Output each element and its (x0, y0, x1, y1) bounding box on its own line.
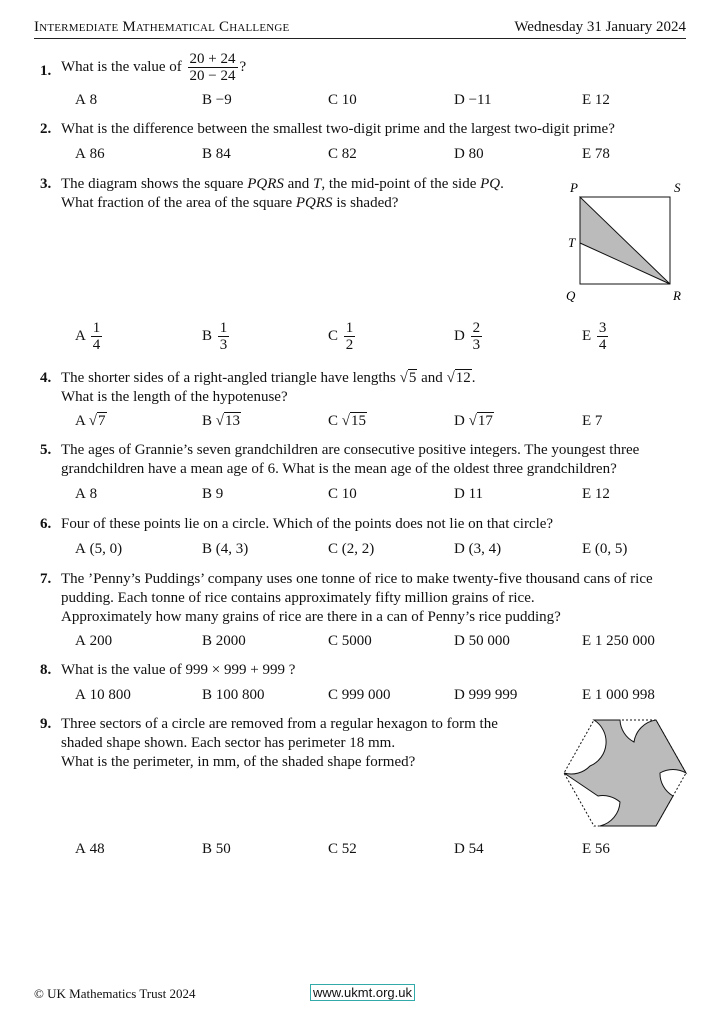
question-number: 8. (40, 662, 52, 678)
option-b[interactable]: −9 (215, 92, 232, 108)
option-a[interactable]: $\frac{1}{4}$ (92, 320, 101, 353)
option-e[interactable]: 56 (594, 841, 610, 857)
option-a[interactable]: (5, 0) (89, 541, 123, 557)
option-d[interactable]: 999 999 (468, 687, 518, 703)
question-7 (40, 570, 690, 627)
option-b[interactable]: (4, 3) (215, 541, 249, 557)
option-d[interactable]: 80 (468, 146, 484, 162)
question-text: What is the difference between the smallest two-digit prime and the largest two-digit prime? (61, 121, 615, 137)
option-a[interactable]: √7 (88, 413, 106, 429)
question-number: 7. (40, 571, 52, 587)
option-d[interactable]: 11 (468, 486, 484, 502)
question-text: What is the value of 999 × 999 + 999 ? (61, 662, 296, 678)
ukmt-link[interactable]: www.ukmt.org.uk (310, 984, 415, 1001)
question-text: The ages of Grannie’s seven grandchildren are consecutive positive integers. The youngest three grandchildren have a mean age of 6. What is the mean age of the oldest three grandchildren? (61, 442, 640, 477)
option-c[interactable]: $\frac{1}{2}$ (345, 320, 354, 353)
option-d[interactable]: √17 (468, 413, 493, 429)
label-t: T (568, 235, 576, 250)
question-text: The shorter sides of a right-angled triangle have lengths √5 and √12. What is the length of the hypotenuse? (61, 370, 476, 405)
option-e[interactable]: 78 (594, 146, 610, 162)
option-c[interactable]: √15 (341, 413, 366, 429)
question-number: 1. (40, 63, 52, 79)
option-c[interactable]: (2, 2) (341, 541, 375, 557)
label-r: R (673, 288, 681, 303)
question-8 (40, 661, 690, 680)
option-a[interactable]: 200 (89, 633, 113, 649)
question-number: 9. (40, 716, 52, 732)
option-b[interactable]: 9 (215, 486, 224, 502)
question-number: 4. (40, 370, 52, 386)
option-e[interactable]: 1 250 000 (594, 633, 655, 649)
option-c[interactable]: 999 000 (341, 687, 391, 703)
question-text: Three sectors of a circle are removed from a regular hexagon to form the shaded shape shown. Each sector has perimeter 18 mm. What is the perimeter, in mm, of the shaded shape formed? (61, 716, 498, 770)
question-5 (40, 441, 690, 479)
question-text: The ’Penny’s Puddings’ company uses one tonne of rice to make twenty-five thousand cans of rice pudding. Each tonne of rice contains approximately fifty million grains of rice. Approximately how many grains of rice are there in a can of Penny’s rice pudding? (61, 571, 653, 625)
option-c[interactable]: 10 (341, 486, 357, 502)
label-q: Q (566, 288, 576, 303)
question-number: 2. (40, 121, 52, 137)
option-c[interactable]: 82 (341, 146, 357, 162)
question-number: 6. (40, 516, 52, 532)
hexagon-diagram (560, 716, 690, 830)
question-text: The diagram shows the square PQRS and T, the mid-point of the side PQ. What fraction of the area of the square PQRS is shaded? (61, 176, 504, 211)
question-6 (40, 515, 690, 534)
question-9 (40, 715, 540, 772)
option-e[interactable]: 7 (594, 413, 603, 429)
question-number: 3. (40, 176, 52, 192)
option-d[interactable]: 54 (468, 841, 484, 857)
question-3 (40, 175, 540, 213)
option-a[interactable]: 86 (89, 146, 105, 162)
option-c[interactable]: 10 (341, 92, 357, 108)
option-a[interactable]: 8 (89, 92, 98, 108)
option-d[interactable]: 50 000 (468, 633, 510, 649)
option-a[interactable]: 10 800 (89, 687, 131, 703)
option-c[interactable]: 52 (341, 841, 357, 857)
option-a[interactable]: 48 (89, 841, 105, 857)
option-e[interactable]: (0, 5) (594, 541, 628, 557)
question-number: 5. (40, 442, 52, 458)
label-s: S (674, 180, 681, 195)
competition-date: Wednesday 31 January 2024 (514, 19, 686, 35)
question-2 (40, 120, 690, 139)
option-a[interactable]: 8 (89, 486, 98, 502)
question-text: What is the value of (61, 58, 182, 75)
option-d[interactable]: $\frac{2}{3}$ (472, 320, 481, 353)
fraction: $\frac{20 + 24}{20 - 24}$ (189, 51, 236, 84)
option-b[interactable]: $\frac{1}{3}$ (219, 320, 228, 353)
option-b[interactable]: 100 800 (215, 687, 265, 703)
option-e[interactable]: $\frac{3}{4}$ (598, 320, 607, 353)
label-p: P (570, 180, 578, 195)
option-b[interactable]: 84 (215, 146, 231, 162)
option-b[interactable]: 50 (215, 841, 231, 857)
option-e[interactable]: 1 000 998 (594, 687, 655, 703)
square-diagram (560, 176, 690, 306)
option-e[interactable]: 12 (594, 92, 610, 108)
question-text: Four of these points lie on a circle. Which of the points does not lie on that circle? (61, 516, 554, 532)
page-header (34, 14, 686, 39)
question-4 (40, 369, 690, 407)
competition-title: Intermediate Mathematical Challenge (34, 19, 290, 35)
option-b[interactable]: 2000 (215, 633, 246, 649)
option-d[interactable]: (3, 4) (468, 541, 502, 557)
copyright: © UK Mathematics Trust 2024 (34, 986, 196, 1001)
option-e[interactable]: 12 (594, 486, 610, 502)
option-c[interactable]: 5000 (341, 633, 372, 649)
option-b[interactable]: √13 (215, 413, 240, 429)
question-1: 1. What is the value of $\frac{20 + 24}{20 - 24}$ ? (40, 51, 247, 84)
option-d[interactable]: −11 (468, 92, 492, 108)
